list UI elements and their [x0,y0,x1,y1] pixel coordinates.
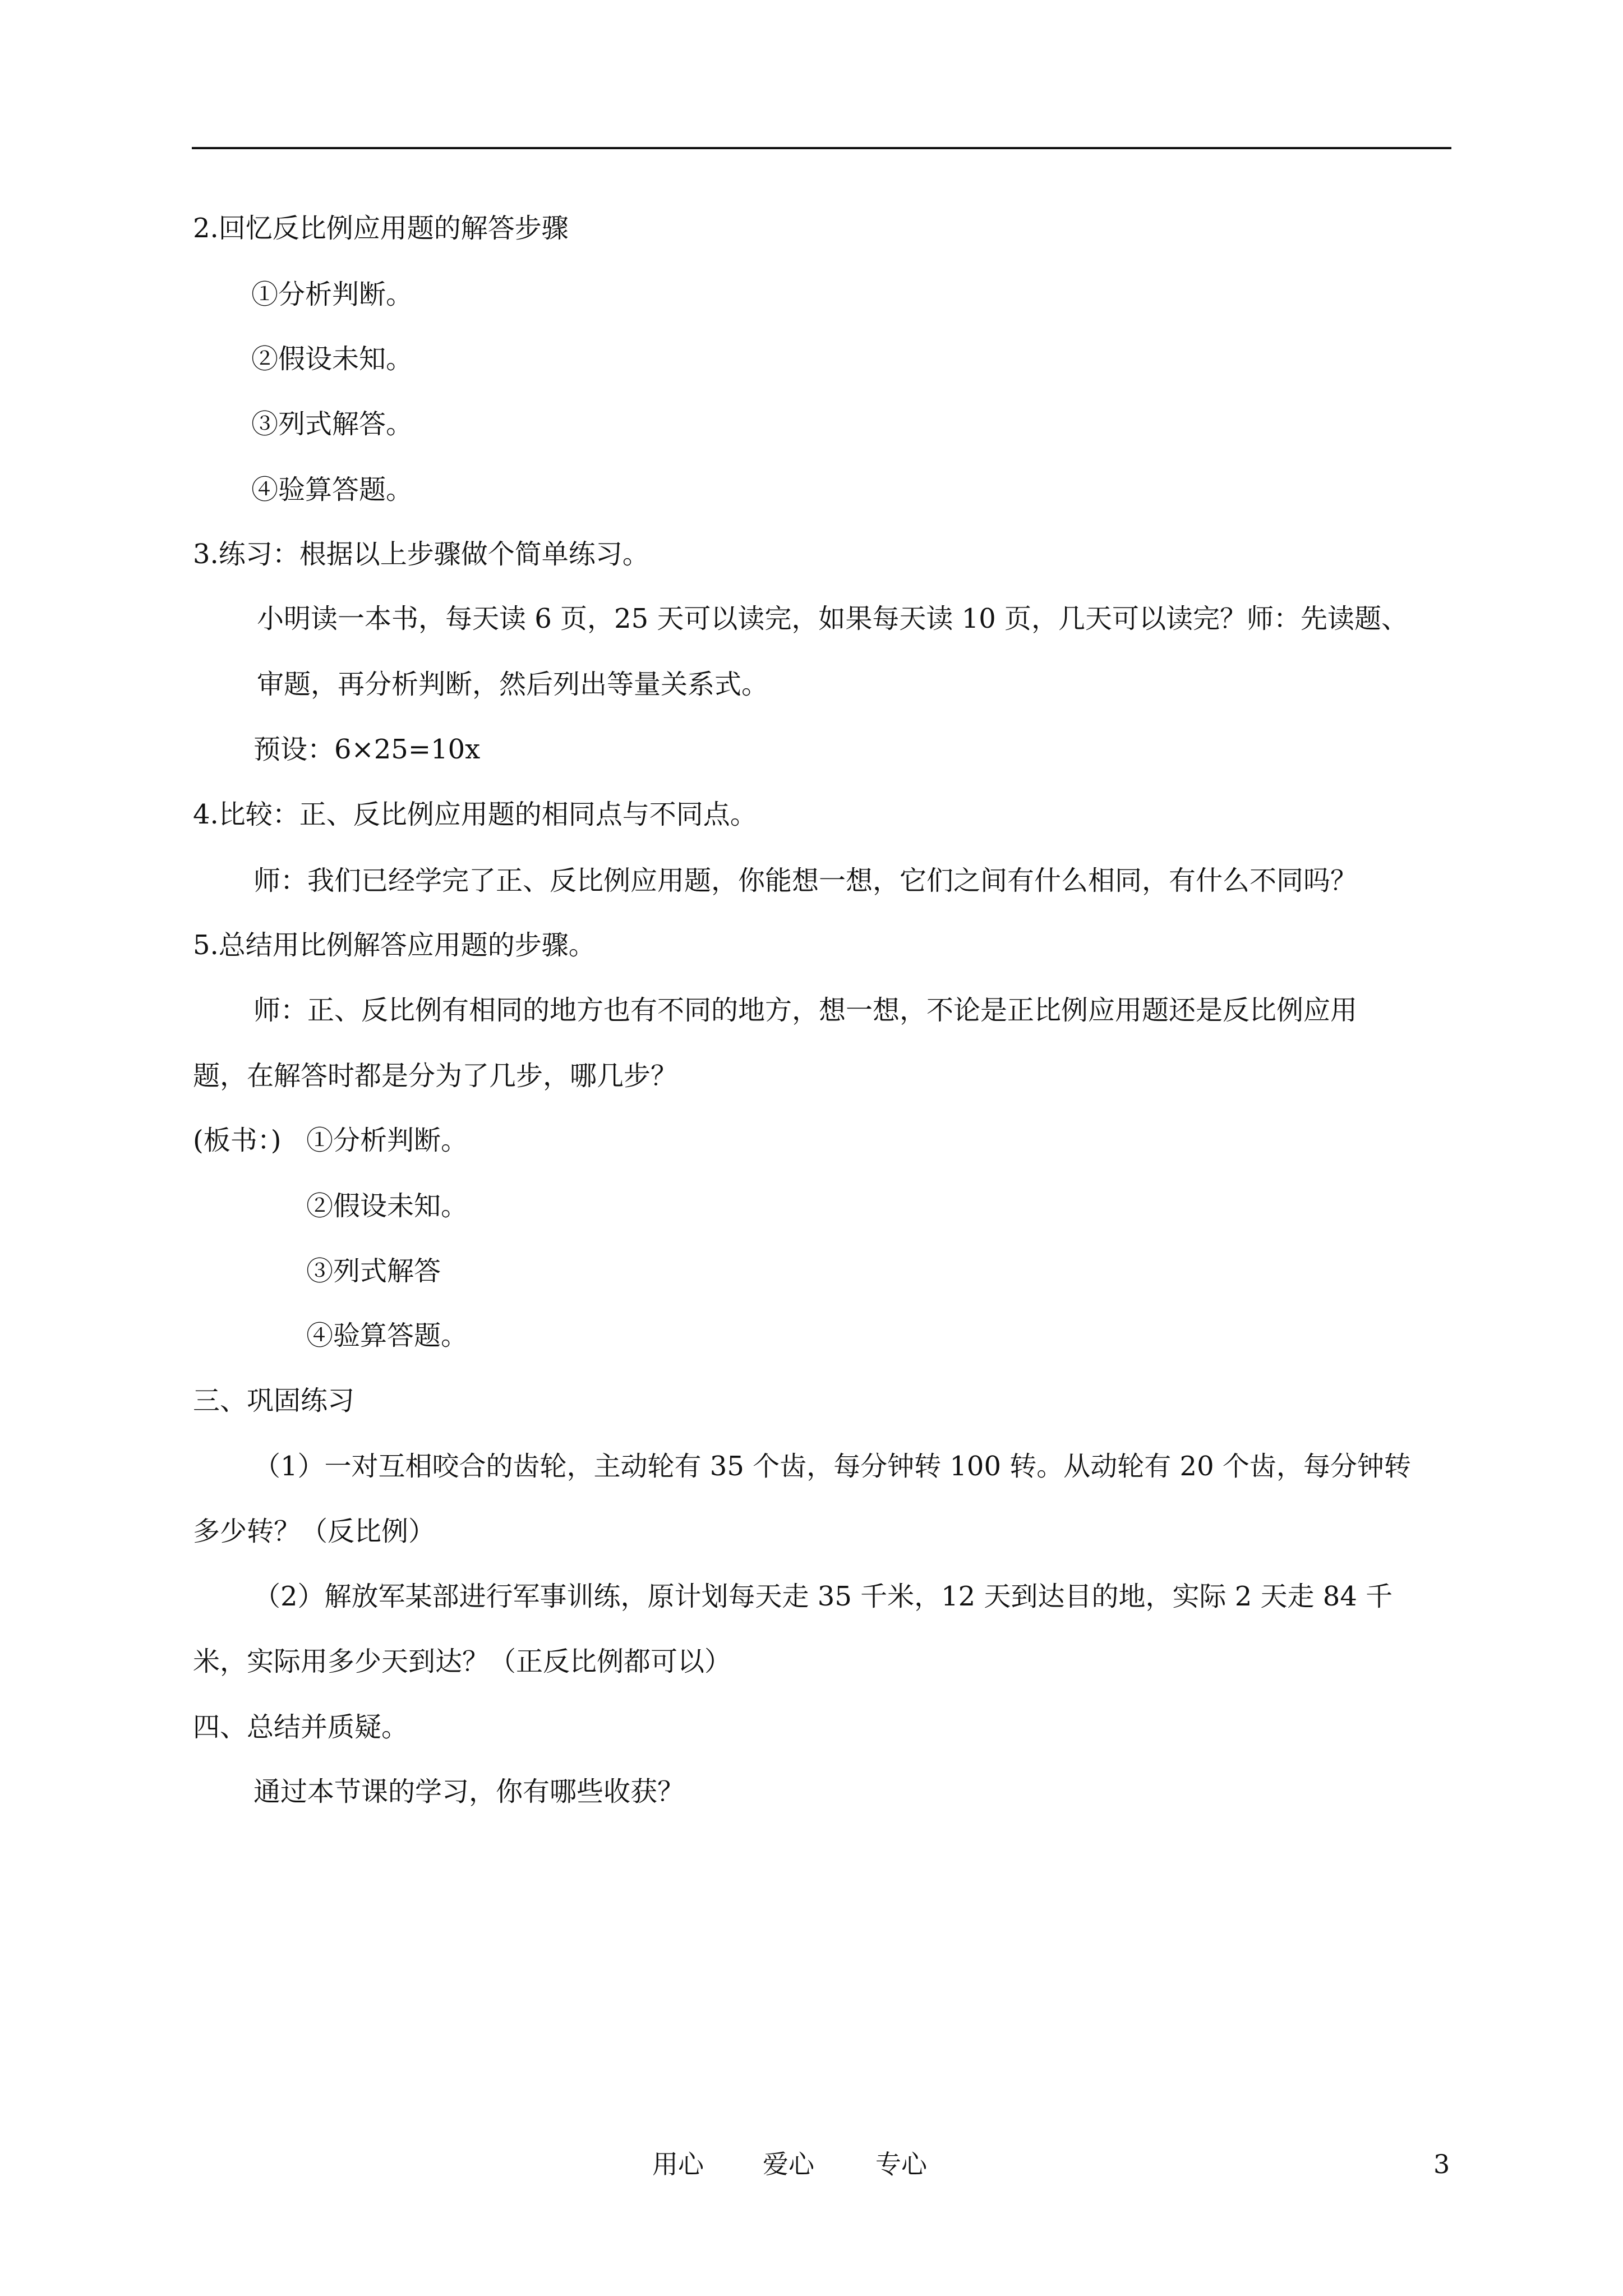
board-step-2: ②假设未知。 [306,1190,468,1222]
section-3-problem-line-2: 审题，再分析判断，然后列出等量关系式。 [257,669,769,700]
section-4-title: 4.比较：正、反比例应用题的相同点与不同点。 [193,799,757,830]
footer-slogan-2: 爱心 [763,2149,814,2179]
part-4-question: 通过本节课的学习，你有哪些收获？ [253,1776,685,1807]
board-step-3: ③列式解答 [306,1255,441,1287]
section-2-step-3: ③列式解答。 [251,408,413,440]
section-2-step-4: ④验算答题。 [251,474,413,505]
section-4-teacher-question: 师：我们已经学完了正、反比例应用题，你能想一想，它们之间有什么相同，有什么不同吗？ [253,865,1358,896]
exercise-2-line-1: （2）解放军某部进行军事训练，原计划每天走 35 千米，12 天到达目的地，实际 2 天走 84 千 [253,1581,1393,1612]
exercise-1-line-1: （1）一对互相咬合的齿轮，主动轮有 35 个齿，每分钟转 100 转。从动轮有 20 个齿，每分钟转 [253,1451,1411,1482]
part-4-title: 四、总结并质疑。 [193,1711,409,1743]
section-3-preset: 预设：6×25=10x [253,734,481,765]
board-step-1: ①分析判断。 [306,1125,468,1156]
section-3-title: 3.练习：根据以上步骤做个简单练习。 [193,539,649,570]
board-notes-label: (板书：) [193,1125,282,1156]
section-3-problem-line-1: 小明读一本书，每天读 6 页，25 天可以读完，如果每天读 10 页，几天可以读完？师：先读题、 [257,603,1408,634]
section-2-step-2: ②假设未知。 [251,343,413,375]
page-number: 3 [1433,2149,1450,2179]
section-5-teacher-line-1: 师：正、反比例有相同的地方也有不同的地方，想一想，不论是正比例应用题还是反比例应用 [253,995,1358,1026]
section-5-title: 5.总结用比例解答应用题的步骤。 [193,930,596,961]
footer-slogan-3: 专心 [875,2149,927,2179]
section-2-title: 2.回忆反比例应用题的解答步骤 [193,213,569,244]
board-step-4: ④验算答题。 [306,1320,468,1351]
exercise-1-line-2: 多少转？（反比例） [193,1516,436,1547]
exercise-2-line-2: 米，实际用多少天到达？（正反比例都可以） [193,1646,732,1677]
header-rule [192,147,1451,149]
section-2-step-1: ①分析判断。 [251,279,413,310]
section-5-teacher-line-2: 题，在解答时都是分为了几步，哪几步？ [193,1060,678,1092]
part-3-title: 三、巩固练习 [193,1385,355,1416]
footer-slogan-1: 用心 [652,2149,704,2179]
